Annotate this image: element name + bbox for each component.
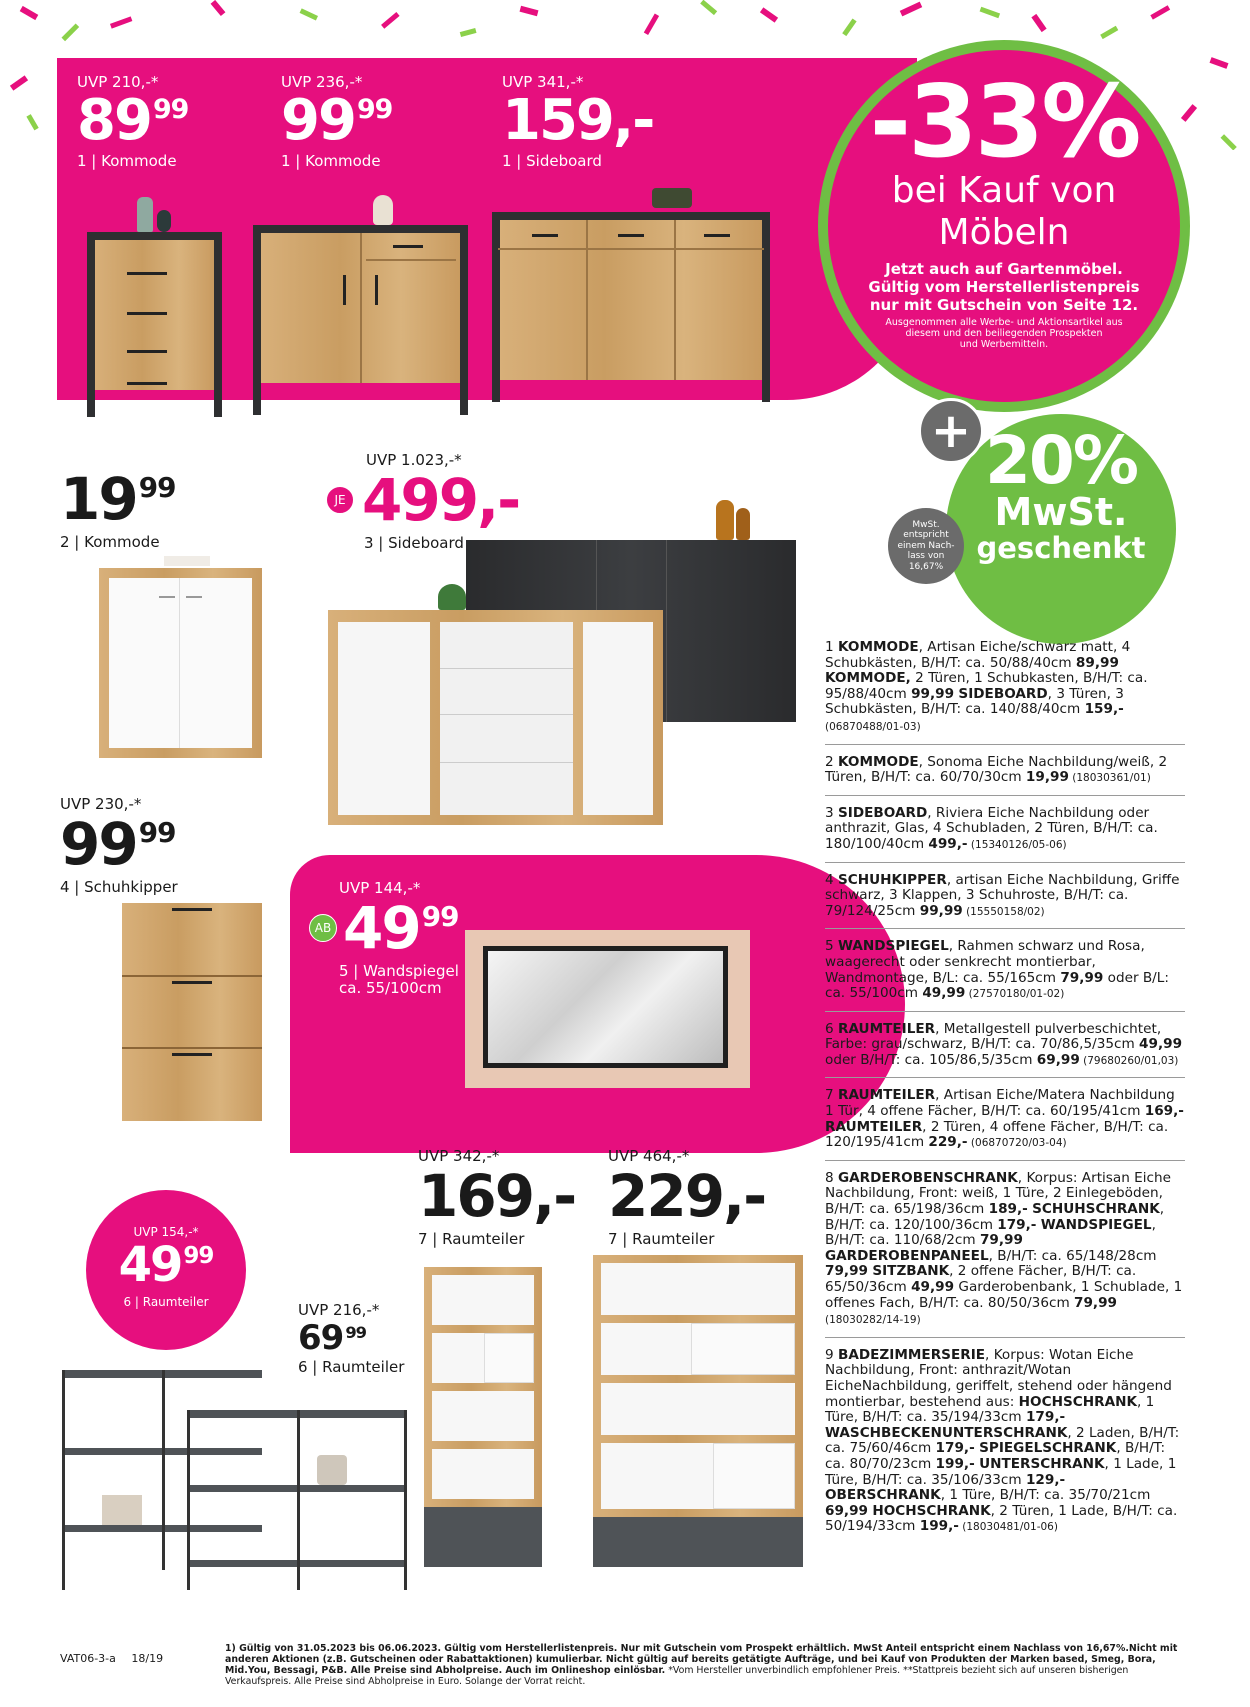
bold-segment: 49,99 xyxy=(911,1279,955,1295)
bold-segment: SCHUHKIPPER xyxy=(837,871,947,888)
price: $89^{99}$ xyxy=(77,88,189,153)
uvp-label: UVP 154,-* xyxy=(133,1225,199,1239)
article-number: (18030481/01-06) xyxy=(958,1521,1058,1534)
footer-code xyxy=(60,1652,163,1665)
bold-segment: SIDEBOARD xyxy=(958,685,1048,702)
text-segment: 1 xyxy=(825,639,838,655)
kommode-wide-image xyxy=(253,225,468,415)
bold-segment: HOCHSCHRANK xyxy=(1018,1393,1137,1410)
bold-segment: WANDSPIEGEL xyxy=(837,938,949,955)
text-segment: oder B/L: ca. 55/100cm xyxy=(825,969,1169,1002)
divider xyxy=(825,928,1185,929)
divider xyxy=(825,862,1185,863)
divider xyxy=(825,1160,1185,1161)
text-segment: 2 Türen, 1 Schubkasten, B/H/T: ca. 95/88/40cm xyxy=(825,670,1148,702)
je-badge: JE xyxy=(326,486,354,514)
caption: 1 | Kommode xyxy=(281,152,381,170)
bold-segment: 99,99 xyxy=(911,685,955,702)
description-3 xyxy=(825,806,1185,854)
price: $49^{99}$ xyxy=(118,1237,214,1293)
promo-line1: bei Kauf von xyxy=(891,170,1117,211)
bold-segment: 199,- xyxy=(935,1455,975,1472)
ab-badge: AB xyxy=(309,914,337,942)
mwst-line2: geschenkt xyxy=(976,531,1146,565)
description-4 xyxy=(825,873,1185,921)
bold-segment: 79,99 xyxy=(979,1232,1023,1249)
sideboard-white-image xyxy=(328,610,663,825)
info-line: entspricht xyxy=(903,530,949,541)
text-segment: , 2 Türen, 4 offene Fächer, B/H/T: ca. 120/195/41cm xyxy=(825,1118,1169,1151)
mirror-image xyxy=(465,930,750,1088)
sideboard-image xyxy=(492,212,770,402)
uvp-label: UVP 216,-* xyxy=(298,1301,380,1319)
text-segment: 6 xyxy=(825,1020,838,1037)
uvp-label: UVP 236,-* xyxy=(281,73,363,91)
caption: 7 | Raumteiler xyxy=(608,1230,715,1248)
bold-segment: RAUMTEILER xyxy=(837,1020,936,1037)
price: 229,- xyxy=(608,1162,766,1230)
info-line: einem Nach- xyxy=(897,540,955,551)
article-number: (79680260/01,03) xyxy=(1079,1054,1179,1067)
text-segment: , Sonoma Eiche Nachbildung/weiß, 2 Türen, B/H/T: ca. 60/70/30cm xyxy=(825,753,1168,786)
schuhkipper-image xyxy=(122,903,262,1121)
bold-segment: 169,- xyxy=(1144,1103,1184,1120)
page-number: 18/19 xyxy=(131,1652,164,1665)
promo-footnote: 1) xyxy=(1143,80,1157,95)
text-segment: 9 xyxy=(825,1346,838,1363)
description-2 xyxy=(825,755,1185,787)
bold-segment: RAUMTEILER xyxy=(825,1118,923,1135)
text-segment: , Riviera Eiche Nachbildung oder anthrazit, Glas, 4 Schubladen, 2 Türen, B/H/T: ca. 180/100/40cm xyxy=(825,804,1158,852)
divider xyxy=(825,1011,1185,1012)
product-1-sideboard xyxy=(502,74,653,170)
info-line: lass von xyxy=(907,551,945,562)
text-segment: 5 xyxy=(825,938,838,955)
text-segment: , 2 Laden, B/H/T: ca. 75/60/46cm xyxy=(825,1424,1180,1457)
raumteiler-metal-image xyxy=(62,1370,412,1590)
bold-segment: 69,99 xyxy=(825,1502,868,1519)
promo-small2: diesem und den beiliegenden Prospekten xyxy=(905,328,1103,339)
caption: 3 | Sideboard xyxy=(364,534,464,552)
text-segment: , Artisan Eiche/schwarz matt, 4 Schubkästen, B/H/T: ca. 50/88/40cm xyxy=(825,639,1131,671)
uvp-label: UVP 144,-* xyxy=(339,879,421,897)
caption: 6 | Raumteiler xyxy=(123,1295,209,1309)
text-segment: , Korpus: Wotan Eiche Nachbildung, Front: anthrazit/Wotan EicheNachbildung, geriffelt, stehend oder hängend montierbar, bestehend aus: xyxy=(825,1346,1172,1410)
product-4-schuhkipper xyxy=(60,796,178,896)
bold-segment: 129,- xyxy=(1025,1471,1066,1488)
caption: 1 | Sideboard xyxy=(502,152,602,170)
bold-segment: 499,- xyxy=(928,835,968,852)
bold-segment: 19,99 xyxy=(1025,769,1069,786)
promo-sub3: nur mit Gutschein von Seite 12. xyxy=(869,296,1139,314)
text-segment: , B/H/T: ca. 110/68/2cm xyxy=(825,1216,1156,1249)
text-segment: Garderobenbank, 1 Schublade, 1 offenes Fach, B/H/T: ca. 80/50/36cm xyxy=(825,1279,1183,1311)
bold-segment: OBERSCHRANK xyxy=(825,1487,941,1504)
product-7-raumteiler-a xyxy=(418,1148,575,1248)
divider xyxy=(825,1337,1185,1338)
price: 499,- xyxy=(362,466,520,534)
bold-segment: 49,99 xyxy=(922,985,966,1002)
price: $99^{99}$ xyxy=(60,810,176,878)
promo-sub2: Gültig vom Herstellerlistenpreis xyxy=(868,278,1140,296)
divider xyxy=(825,1077,1185,1078)
bold-segment: WASCHBECKENUNTERSCHRANK xyxy=(825,1424,1068,1441)
bold-segment: BADEZIMMERSERIE xyxy=(837,1346,986,1363)
product-6-raumteiler-b xyxy=(298,1302,404,1376)
product-6-raumteiler-a xyxy=(86,1225,246,1309)
caption: 6 | Raumteiler xyxy=(298,1358,405,1376)
text-segment: , Korpus: Artisan Eiche Nachbildung, Front: weiß, 1 Türe, 2 Einlegeböden, B/H/T: ca. 65/198/36cm xyxy=(825,1169,1171,1218)
promo-line2: Möbeln xyxy=(938,212,1070,253)
product-5-wandspiegel xyxy=(309,880,459,997)
caption: 7 | Raumteiler xyxy=(418,1230,525,1248)
uvp-label: UVP 210,-* xyxy=(77,73,159,91)
text-segment: 2 xyxy=(825,753,838,770)
mwst-footnote: 1) xyxy=(1140,432,1153,446)
promo-text-block xyxy=(828,63,1180,350)
bold-segment: SIDEBOARD xyxy=(837,804,928,821)
bold-segment: 199,- xyxy=(919,1518,959,1535)
promo-small3: und Werbemitteln. xyxy=(959,339,1049,350)
text-segment: 3 xyxy=(825,804,838,821)
text-segment: 7 xyxy=(825,1087,838,1104)
caption: 4 | Schuhkipper xyxy=(60,878,178,896)
kommode-white-image xyxy=(99,568,262,758)
bold-segment: 179,- xyxy=(935,1440,975,1457)
description-1 xyxy=(825,640,1185,736)
bold-segment: KOMMODE, xyxy=(825,670,911,687)
caption2: ca. 55/100cm xyxy=(339,979,442,997)
bold-segment: 49,99 xyxy=(1139,1036,1183,1053)
mwst-info-circle xyxy=(888,508,964,584)
kommode-narrow-image xyxy=(87,232,222,417)
uvp-label: UVP 230,-* xyxy=(60,795,142,813)
product-2-kommode xyxy=(60,465,176,551)
text-segment: , 1 Türe, B/H/T: ca. 35/194/33cm xyxy=(825,1393,1155,1426)
price: 69 $^{99}$ xyxy=(298,1318,367,1358)
uvp-label: UVP 342,-* xyxy=(418,1147,500,1165)
bold-segment: 69,99 xyxy=(1036,1051,1080,1068)
product-1-kommode-a xyxy=(77,74,188,170)
bold-segment: 79,99 xyxy=(1074,1294,1118,1311)
description-5 xyxy=(825,939,1185,1002)
promo-small1: Ausgenommen alle Werbe- und Aktionsartikel aus xyxy=(885,317,1123,328)
bold-segment: GARDEROBENSCHRANK xyxy=(837,1169,1018,1186)
promo-percent: -33% xyxy=(869,63,1139,180)
legal-tail: *Vom Hersteller unverbindlich empfohlener Preis. **Stattpreis bezieht sich auf unseren bisherigen Verkaufspreis. Alle Preise sind Abholpreise in Euro. Solange der Vorrat reicht. xyxy=(225,1665,1129,1687)
product-descriptions xyxy=(825,640,1185,1544)
plus-circle xyxy=(918,398,984,464)
product-1-kommode-b xyxy=(281,74,392,170)
raumteiler-wide-image xyxy=(593,1255,803,1567)
bold-segment: UNTERSCHRANK xyxy=(979,1455,1105,1472)
bold-segment: 159,- xyxy=(1084,701,1124,718)
text-segment: , 3 Türen, 3 Schubkästen, B/H/T: ca. 140/88/40cm xyxy=(825,685,1124,718)
description-9 xyxy=(825,1348,1185,1536)
mwst-text-block xyxy=(946,422,1176,565)
article-number: (06870488/01-03) xyxy=(825,720,921,733)
text-segment: 8 xyxy=(825,1169,838,1186)
bold-segment: 79,99 xyxy=(825,1263,868,1280)
article-number: (18030361/01) xyxy=(1068,772,1151,785)
plus-icon: + xyxy=(930,403,972,459)
caption1: 5 | Wandspiegel xyxy=(339,962,459,980)
bold-segment: HOCHSCHRANK xyxy=(872,1502,991,1519)
description-8 xyxy=(825,1171,1185,1329)
text-segment: , Rahmen schwarz und Rosa, waagerecht oder senkrecht montierbar, Wandmontage, B/L: ca. 55/165cm xyxy=(825,938,1145,986)
mwst-percent: 20% xyxy=(985,422,1137,499)
legal-text: 1) Gültig von 31.05.2023 bis 06.06.2023. Gültig vom Herstellerlistenpreis. Nur mit Gutschein vom Prospekt erhältlich. MwSt Anteil entspricht einem Nachlass von 16,67%.Nicht mit anderen Aktionen (z.B. Gutscheinen oder Rabattaktionen) kumulierbar. Nicht gültig auf bereits getätigte Aufträge, und bei Kauf von Produkten der Marken based, Smeg, Bora, Mid.You, Bessagi, P&B. Alle Preise sind Abholpreise. Auch im Onlineshop einlösbar. xyxy=(225,1643,1178,1676)
price: $19^{99}$ xyxy=(60,465,176,533)
product-7-raumteiler-b xyxy=(608,1148,765,1248)
bold-segment: GARDEROBENPANEEL xyxy=(825,1247,989,1264)
bold-segment: KOMMODE xyxy=(837,639,919,655)
price: 169,- xyxy=(418,1162,576,1230)
bold-segment: 89,99 xyxy=(1075,654,1119,671)
article-number: (27570180/01-02) xyxy=(965,988,1065,1001)
bold-segment: WANDSPIEGEL xyxy=(1040,1216,1152,1233)
bold-segment: 189,- xyxy=(988,1201,1028,1218)
bold-segment: SITZBANK xyxy=(872,1263,950,1280)
price: $49^{99}$ xyxy=(343,894,459,962)
product-3-sideboard xyxy=(326,452,519,552)
uvp-label: UVP 464,-* xyxy=(608,1147,690,1165)
footer-legal xyxy=(225,1643,1195,1687)
bold-segment: 179,- xyxy=(997,1216,1037,1233)
uvp-label: UVP 1.023,-* xyxy=(366,451,462,469)
bold-segment: 229,- xyxy=(928,1134,968,1151)
text-segment: , B/H/T: ca. 65/148/28cm xyxy=(988,1247,1157,1264)
text-segment: , B/H/T: ca. 120/100/36cm xyxy=(825,1201,1165,1233)
article-number: (15550158/02) xyxy=(962,905,1045,918)
info-line: MwSt. xyxy=(912,519,940,530)
text-segment: , artisan Eiche Nachbildung, Griffe schwarz, 3 Klappen, 3 Schuhroste, B/H/T: ca. 79/124/25cm xyxy=(825,871,1180,919)
mwst-line1: MwSt. xyxy=(994,490,1128,534)
info-line: 16,67% xyxy=(908,561,944,572)
text-segment: , 2 Türen, 1 Lade, B/H/T: ca. 50/194/33cm xyxy=(825,1502,1178,1535)
bold-segment: SPIEGELSCHRANK xyxy=(979,1440,1117,1457)
bold-segment: SCHUHSCHRANK xyxy=(1032,1201,1160,1218)
description-6 xyxy=(825,1022,1185,1070)
bold-segment: 179,- xyxy=(1025,1409,1066,1426)
bold-segment: 79,99 xyxy=(1060,969,1104,986)
text-segment: 4 xyxy=(825,871,838,888)
bold-segment: KOMMODE xyxy=(837,753,919,770)
caption: 2 | Kommode xyxy=(60,533,160,551)
raumteiler-narrow-image xyxy=(424,1267,542,1567)
price: $99^{99}$ xyxy=(281,88,393,153)
text-segment: , Artisan Eiche/Matera Nachbildung 1 Tür, 4 offene Fächer, B/H/T: ca. 60/195/41cm xyxy=(825,1087,1175,1120)
article-number: (18030282/14-19) xyxy=(825,1314,921,1327)
divider xyxy=(825,744,1185,745)
text-segment: , 1 Lade, 1 Türe, B/H/T: ca. 35/106/33cm xyxy=(825,1455,1177,1488)
price: 159,- xyxy=(502,88,654,153)
description-7 xyxy=(825,1088,1185,1151)
text-segment: , B/H/T: ca. 80/70/23cm xyxy=(825,1440,1166,1472)
page-code: VAT06-3-a xyxy=(60,1652,116,1665)
article-number: (15340126/05-06) xyxy=(967,838,1067,851)
text-segment: , Metallgestell pulverbeschichtet, Farbe: grau/schwarz, B/H/T: ca. 70/86,5/35cm xyxy=(825,1020,1162,1053)
promo-sub1: Jetzt auch auf Gartenmöbel. xyxy=(885,260,1123,278)
divider xyxy=(825,795,1185,796)
text-segment: , 2 offene Fächer, B/H/T: ca. 65/50/36cm xyxy=(825,1263,1137,1295)
caption: 1 | Kommode xyxy=(77,152,177,170)
bold-segment: RAUMTEILER xyxy=(837,1087,936,1104)
text-segment: , 1 Türe, B/H/T: ca. 35/70/21cm xyxy=(940,1487,1151,1504)
text-segment: oder B/H/T: ca. 105/86,5/35cm xyxy=(825,1051,1037,1068)
uvp-label: UVP 341,-* xyxy=(502,73,584,91)
bold-segment: 99,99 xyxy=(919,902,963,919)
article-number: (06870720/03-04) xyxy=(967,1137,1067,1150)
